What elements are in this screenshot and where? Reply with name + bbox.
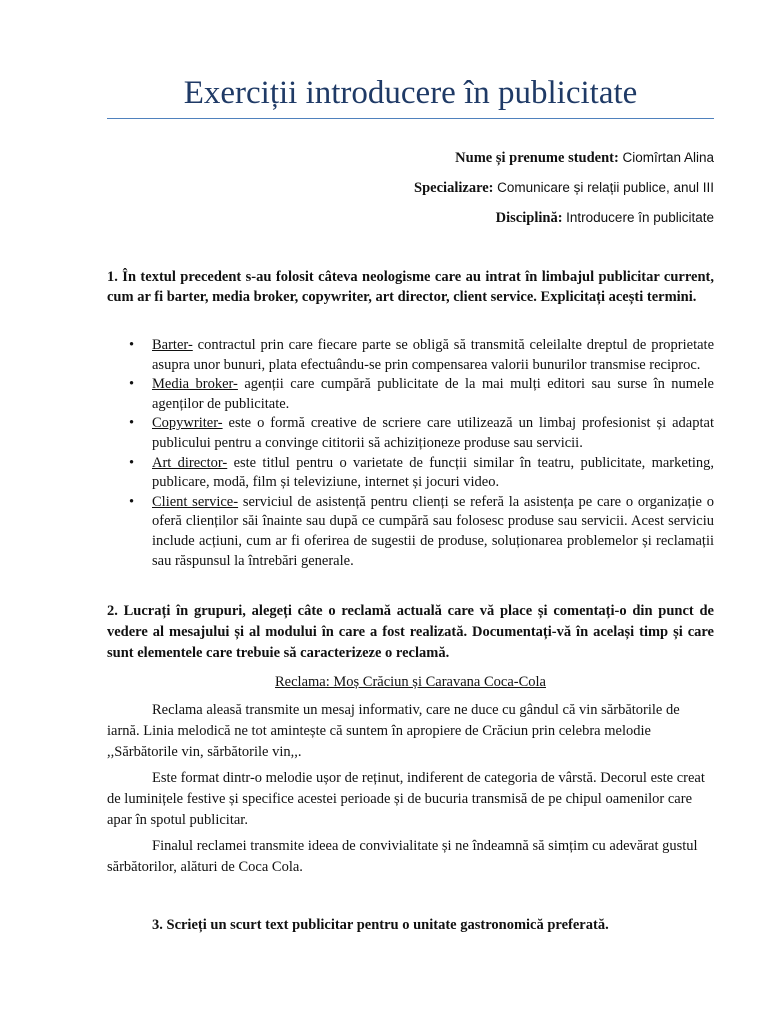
list-item <box>107 414 714 453</box>
term-label: Copywriter- <box>152 415 223 432</box>
ad-title: Reclama: Moș Crăciun și Caravana Coca-Cola <box>275 674 546 690</box>
meta-value: Introducere în publicitate <box>566 210 714 225</box>
term-definition: este o formă creative de scriere care utilizează un limbaj profesionist și adaptat publicului pentru a convinge cititorii să achiziționeze produse sau servicii. <box>152 415 714 451</box>
bullet-icon: • <box>129 454 135 471</box>
meta-value: Comunicare și relații publice, anul III <box>497 180 714 195</box>
term-label: Barter- <box>152 337 193 353</box>
list-item <box>107 454 714 493</box>
answer-paragraph: Finalul reclamei transmite ideea de convivialitate și ne îndeamnă să simțim cu adevărat gustul sărbătorilor, alături de Coca Cola. <box>107 838 698 875</box>
list-item <box>107 493 714 571</box>
title-underline-rule <box>107 118 714 119</box>
answer-paragraph: Este format dintr-o melodie ușor de reținut, indiferent de categoria de vârstă. Decorul este creat de luminițele festive și specifice acestei perioade și de bucuria transmisă de pe chipul oamenilor care apar în spotul publicitar. <box>107 770 705 828</box>
definitions-list <box>107 336 714 571</box>
meta-student-name <box>107 148 714 168</box>
document-title: Exerciții introducere în publicitate <box>183 75 638 111</box>
term-label: Media broker- <box>152 376 238 393</box>
meta-specialization <box>107 178 714 198</box>
term-definition: este titlul pentru o varietate de funcții similar în teatru, publicitate, marketing, publicare, modă, film și televiziune, internet și jocuri video. <box>152 454 715 491</box>
bullet-icon: • <box>129 337 135 353</box>
question-2: 2. Lucrați în grupuri, alegeți câte o reclamă actuală care vă place și comentați-o din punct de vedere al mesajului și al modului în care a fost realizată. Documentați-vă în același timp și care sunt elementele care trebuie să caracterizeze o reclamă. <box>107 603 714 661</box>
meta-value: Ciomîrtan Alina <box>622 150 714 165</box>
meta-discipline <box>107 208 714 228</box>
list-item <box>107 336 714 375</box>
list-item <box>107 375 714 414</box>
term-definition: serviciul de asistență pentru clienți se referă la asistența pe care o organizație o oferă clienților săi înainte sau după ce cumpără sau folosesc produse sau servicii. Acest serviciu include acțiuni, cum ar fi oferirea de sugestii de produse, soluționarea problemelor și reclamații sau răspunsul la întrebări generale. <box>152 493 714 569</box>
meta-label: Nume și prenume student: <box>455 150 619 166</box>
question-1: 1. În textul precedent s-au folosit câteva neologisme care au intrat în limbajul publicitar current, cum ar fi barter, media broker, copywriter, art director, client service. Explicitați acești termini. <box>107 269 714 305</box>
term-definition: agenții care cumpără publicitate de la mai mulți editori sau surse în numele agenților de publicitate. <box>152 376 714 412</box>
term-definition: contractul prin care fiecare parte se obligă să transmită celeilalte dreptul de proprietate asupra unor bunuri, plata efectuându-se prin compensarea valorii bunurilor transmise reciproc. <box>152 337 714 373</box>
meta-label: Specializare: <box>414 180 494 196</box>
bullet-icon: • <box>129 376 135 393</box>
bullet-icon: • <box>129 415 135 432</box>
bullet-icon: • <box>129 493 135 510</box>
term-label: Art director- <box>152 454 228 471</box>
term-label: Client service- <box>152 493 239 510</box>
answer-paragraph: Reclama aleasă transmite un mesaj informativ, care ne duce cu gândul că vin sărbătorile de iarnă. Linia melodică ne tot amintește că suntem în apropiere de Crăciun prin celebra melodie ,,Sărbătorile vin, sărbătorile vin,,. <box>107 702 680 760</box>
meta-label: Disciplină: <box>495 210 563 226</box>
question-3: 3. Scrieți un scurt text publicitar pentru o unitate gastronomică preferată. <box>152 917 609 933</box>
